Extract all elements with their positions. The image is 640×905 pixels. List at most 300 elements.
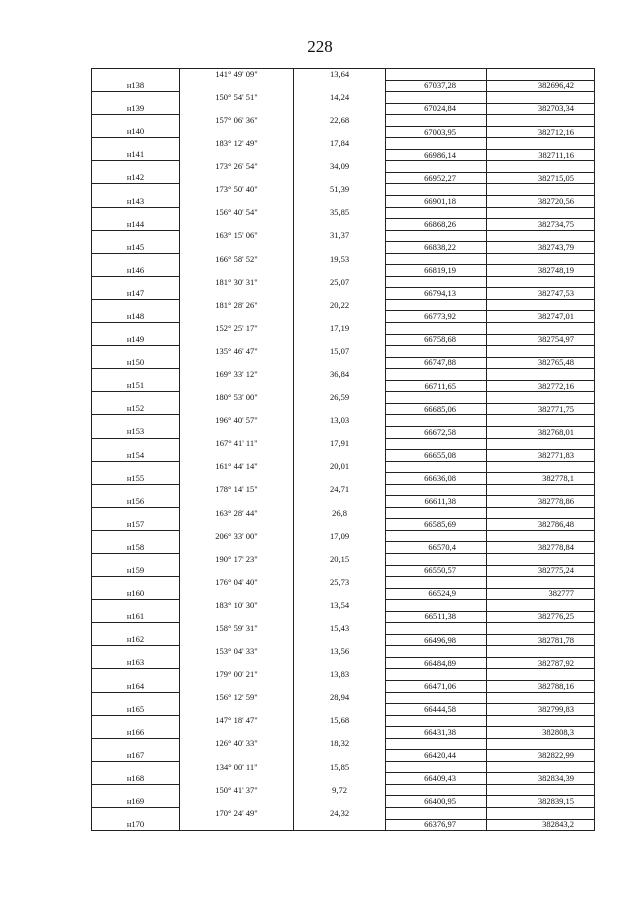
y-coordinate-cell: 382768,01	[487, 426, 595, 438]
side-length-cell: 15,07	[294, 346, 386, 358]
direction-angle-cell-empty	[180, 519, 294, 531]
y-coordinate-cell: 382787,92	[487, 657, 595, 669]
direction-angle-cell: 181° 28' 26"	[180, 299, 294, 311]
direction-angle-cell: 153° 04' 33"	[180, 646, 294, 658]
direction-angle-cell: 163° 15' 06"	[180, 230, 294, 242]
table-row-point	[92, 219, 595, 231]
table-row-point	[92, 311, 595, 323]
y-coordinate-cell-empty	[487, 276, 595, 288]
direction-angle-cell-empty	[180, 288, 294, 300]
table-row-point	[92, 519, 595, 531]
side-length-cell: 20,22	[294, 299, 386, 311]
x-coordinate-cell-empty	[386, 346, 487, 358]
direction-angle-cell: 180° 53' 00"	[180, 392, 294, 404]
x-coordinate-cell-empty	[386, 161, 487, 173]
table-row-point	[92, 149, 595, 161]
direction-angle-cell: 170° 24' 49"	[180, 808, 294, 820]
side-length-cell: 14,24	[294, 92, 386, 104]
y-coordinate-cell-empty	[487, 761, 595, 773]
table-row-side	[92, 484, 595, 496]
x-coordinate-cell-empty	[386, 299, 487, 311]
x-coordinate-cell: 67003,95	[386, 126, 487, 138]
table-row-point	[92, 634, 595, 646]
point-name-cell: н151	[92, 380, 180, 392]
x-coordinate-cell-empty	[386, 230, 487, 242]
side-length-cell-empty	[294, 288, 386, 300]
x-coordinate-cell: 66758,68	[386, 334, 487, 346]
direction-angle-cell-empty	[180, 311, 294, 323]
direction-angle-cell: 169° 33' 12"	[180, 369, 294, 381]
x-coordinate-cell-empty	[386, 276, 487, 288]
side-length-cell-empty	[294, 80, 386, 92]
point-cell-empty	[92, 738, 180, 750]
x-coordinate-cell: 66420,44	[386, 750, 487, 762]
direction-angle-cell-empty	[180, 196, 294, 208]
y-coordinate-cell: 382703,34	[487, 103, 595, 115]
side-length-cell: 31,37	[294, 230, 386, 242]
direction-angle-cell: 141° 49' 09"	[180, 69, 294, 81]
direction-angle-cell-empty	[180, 750, 294, 762]
direction-angle-cell-empty	[180, 126, 294, 138]
y-coordinate-cell: 382777	[487, 588, 595, 600]
point-name-cell: н169	[92, 796, 180, 808]
x-coordinate-cell: 66570,4	[386, 542, 487, 554]
x-coordinate-cell: 66484,89	[386, 657, 487, 669]
direction-angle-cell: 150° 54' 51"	[180, 92, 294, 104]
direction-angle-cell: 181° 30' 31"	[180, 276, 294, 288]
table-row-point	[92, 819, 595, 831]
y-coordinate-cell: 382711,16	[487, 149, 595, 161]
x-coordinate-cell: 66400,95	[386, 796, 487, 808]
point-cell-empty	[92, 392, 180, 404]
y-coordinate-cell: 382715,05	[487, 172, 595, 184]
y-coordinate-cell-empty	[487, 484, 595, 496]
direction-angle-cell-empty	[180, 473, 294, 485]
side-length-cell-empty	[294, 149, 386, 161]
side-length-cell: 9,72	[294, 784, 386, 796]
x-coordinate-cell: 66952,27	[386, 172, 487, 184]
table-row-side	[92, 184, 595, 196]
table-row-point	[92, 565, 595, 577]
table-row-side	[92, 138, 595, 150]
direction-angle-cell-empty	[180, 542, 294, 554]
point-name-cell: н141	[92, 149, 180, 161]
point-cell-empty	[92, 299, 180, 311]
table-row-point	[92, 588, 595, 600]
table-row-point	[92, 334, 595, 346]
x-coordinate-cell: 66747,88	[386, 357, 487, 369]
y-coordinate-cell: 382771,75	[487, 403, 595, 415]
table-row-side	[92, 369, 595, 381]
direction-angle-cell: 161° 44' 14"	[180, 461, 294, 473]
x-coordinate-cell-empty	[386, 484, 487, 496]
direction-angle-cell-empty	[180, 103, 294, 115]
point-name-cell: н159	[92, 565, 180, 577]
y-coordinate-cell-empty	[487, 415, 595, 427]
table-row-point	[92, 773, 595, 785]
point-name-cell: н139	[92, 103, 180, 115]
point-name-cell: н155	[92, 473, 180, 485]
direction-angle-cell-empty	[180, 172, 294, 184]
x-coordinate-cell-empty	[386, 138, 487, 150]
table-row-side	[92, 600, 595, 612]
x-coordinate-cell-empty	[386, 808, 487, 820]
point-name-cell: н148	[92, 311, 180, 323]
x-coordinate-cell-empty	[386, 369, 487, 381]
y-coordinate-cell-empty	[487, 346, 595, 358]
point-cell-empty	[92, 461, 180, 473]
side-length-cell: 13,54	[294, 600, 386, 612]
direction-angle-cell-empty	[180, 657, 294, 669]
x-coordinate-cell-empty	[386, 761, 487, 773]
y-coordinate-cell-empty	[487, 92, 595, 104]
x-coordinate-cell: 66901,18	[386, 196, 487, 208]
y-coordinate-cell-empty	[487, 230, 595, 242]
table-row-side	[92, 415, 595, 427]
table-row-point	[92, 103, 595, 115]
direction-angle-cell: 166° 58' 52"	[180, 253, 294, 265]
direction-angle-cell: 163° 28' 44"	[180, 507, 294, 519]
x-coordinate-cell: 66431,38	[386, 727, 487, 739]
point-cell-empty	[92, 115, 180, 127]
table-row-side	[92, 207, 595, 219]
table-row-side	[92, 784, 595, 796]
table-row-side	[92, 808, 595, 820]
table-row-side	[92, 161, 595, 173]
table-row-side	[92, 738, 595, 750]
side-length-cell-empty	[294, 426, 386, 438]
x-coordinate-cell: 66773,92	[386, 311, 487, 323]
point-cell-empty	[92, 138, 180, 150]
point-cell-empty	[92, 323, 180, 335]
table-row-point	[92, 80, 595, 92]
side-length-cell-empty	[294, 588, 386, 600]
point-name-cell: н147	[92, 288, 180, 300]
point-cell-empty	[92, 415, 180, 427]
direction-angle-cell-empty	[180, 265, 294, 277]
direction-angle-cell-empty	[180, 680, 294, 692]
point-cell-empty	[92, 623, 180, 635]
point-name-cell: н152	[92, 403, 180, 415]
direction-angle-cell-empty	[180, 334, 294, 346]
side-length-cell-empty	[294, 680, 386, 692]
side-length-cell: 28,94	[294, 692, 386, 704]
y-coordinate-cell: 382799,83	[487, 704, 595, 716]
direction-angle-cell: 158° 59' 31"	[180, 623, 294, 635]
x-coordinate-cell-empty	[386, 69, 487, 81]
x-coordinate-cell-empty	[386, 415, 487, 427]
x-coordinate-cell-empty	[386, 184, 487, 196]
side-length-cell-empty	[294, 819, 386, 831]
x-coordinate-cell-empty	[386, 553, 487, 565]
point-cell-empty	[92, 253, 180, 265]
side-length-cell-empty	[294, 634, 386, 646]
point-name-cell: н161	[92, 611, 180, 623]
table-row-side	[92, 323, 595, 335]
side-length-cell: 13,03	[294, 415, 386, 427]
table-row-point	[92, 403, 595, 415]
direction-angle-cell-empty	[180, 403, 294, 415]
point-cell-empty	[92, 808, 180, 820]
table-row-point	[92, 727, 595, 739]
point-name-cell: н166	[92, 727, 180, 739]
side-length-cell: 34,09	[294, 161, 386, 173]
x-coordinate-cell-empty	[386, 600, 487, 612]
y-coordinate-cell: 382765,48	[487, 357, 595, 369]
y-coordinate-cell: 382776,25	[487, 611, 595, 623]
y-coordinate-cell: 382808,3	[487, 727, 595, 739]
y-coordinate-cell: 382772,16	[487, 380, 595, 392]
y-coordinate-cell: 382786,48	[487, 519, 595, 531]
direction-angle-cell: 179° 00' 21"	[180, 669, 294, 681]
point-cell-empty	[92, 669, 180, 681]
table-row-side	[92, 299, 595, 311]
point-cell-empty	[92, 577, 180, 589]
side-length-cell-empty	[294, 657, 386, 669]
table-row-point	[92, 496, 595, 508]
side-length-cell: 36,84	[294, 369, 386, 381]
direction-angle-cell-empty	[180, 426, 294, 438]
point-name-cell: н156	[92, 496, 180, 508]
side-length-cell: 17,84	[294, 138, 386, 150]
x-coordinate-cell-empty	[386, 92, 487, 104]
direction-angle-cell-empty	[180, 796, 294, 808]
x-coordinate-cell: 66986,14	[386, 149, 487, 161]
side-length-cell: 19,53	[294, 253, 386, 265]
direction-angle-cell: 206° 33' 00"	[180, 530, 294, 542]
table-row-side	[92, 461, 595, 473]
y-coordinate-cell: 382775,24	[487, 565, 595, 577]
direction-angle-cell: 157° 06' 36"	[180, 115, 294, 127]
y-coordinate-cell-empty	[487, 161, 595, 173]
table-row-point	[92, 288, 595, 300]
table-row-point	[92, 680, 595, 692]
point-cell-empty	[92, 530, 180, 542]
x-coordinate-cell-empty	[386, 577, 487, 589]
table-row-point	[92, 426, 595, 438]
side-length-cell: 20,15	[294, 553, 386, 565]
y-coordinate-cell: 382778,1	[487, 473, 595, 485]
x-coordinate-cell: 66524,9	[386, 588, 487, 600]
table-row-side	[92, 69, 595, 81]
x-coordinate-cell: 66711,65	[386, 380, 487, 392]
x-coordinate-cell-empty	[386, 669, 487, 681]
y-coordinate-cell-empty	[487, 69, 595, 81]
y-coordinate-cell: 382734,75	[487, 219, 595, 231]
y-coordinate-cell: 382771,83	[487, 450, 595, 462]
point-name-cell: н138	[92, 80, 180, 92]
side-length-cell: 25,73	[294, 577, 386, 589]
y-coordinate-cell-empty	[487, 808, 595, 820]
x-coordinate-cell-empty	[386, 207, 487, 219]
point-name-cell: н162	[92, 634, 180, 646]
table-row-side	[92, 761, 595, 773]
y-coordinate-cell-empty	[487, 600, 595, 612]
side-length-cell-empty	[294, 450, 386, 462]
coordinates-table	[91, 68, 595, 831]
direction-angle-cell: 196° 40' 57"	[180, 415, 294, 427]
point-cell-empty	[92, 369, 180, 381]
y-coordinate-cell-empty	[487, 207, 595, 219]
side-length-cell-empty	[294, 727, 386, 739]
point-name-cell: н164	[92, 680, 180, 692]
side-length-cell: 24,32	[294, 808, 386, 820]
x-coordinate-cell-empty	[386, 692, 487, 704]
direction-angle-cell-empty	[180, 80, 294, 92]
point-name-cell: н145	[92, 242, 180, 254]
direction-angle-cell-empty	[180, 565, 294, 577]
direction-angle-cell: 176° 04' 40"	[180, 577, 294, 589]
table-row-side	[92, 646, 595, 658]
y-coordinate-cell-empty	[487, 715, 595, 727]
y-coordinate-cell-empty	[487, 784, 595, 796]
direction-angle-cell: 178° 14' 15"	[180, 484, 294, 496]
direction-angle-cell: 156° 12' 59"	[180, 692, 294, 704]
x-coordinate-cell-empty	[386, 623, 487, 635]
y-coordinate-cell-empty	[487, 646, 595, 658]
direction-angle-cell: 190° 17' 23"	[180, 553, 294, 565]
side-length-cell-empty	[294, 565, 386, 577]
x-coordinate-cell: 66868,26	[386, 219, 487, 231]
point-name-cell: н160	[92, 588, 180, 600]
direction-angle-cell: 167° 41' 11"	[180, 438, 294, 450]
x-coordinate-cell: 66672,58	[386, 426, 487, 438]
x-coordinate-cell-empty	[386, 715, 487, 727]
y-coordinate-cell-empty	[487, 461, 595, 473]
table-row-point	[92, 611, 595, 623]
direction-angle-cell-empty	[180, 773, 294, 785]
point-name-cell: н167	[92, 750, 180, 762]
point-cell-empty	[92, 784, 180, 796]
side-length-cell-empty	[294, 219, 386, 231]
direction-angle-cell-empty	[180, 380, 294, 392]
x-coordinate-cell: 66550,57	[386, 565, 487, 577]
x-coordinate-cell: 66471,06	[386, 680, 487, 692]
table-row-point	[92, 750, 595, 762]
table-row-point	[92, 196, 595, 208]
y-coordinate-cell-empty	[487, 253, 595, 265]
table-row-side	[92, 623, 595, 635]
x-coordinate-cell: 67037,28	[386, 80, 487, 92]
side-length-cell-empty	[294, 473, 386, 485]
side-length-cell-empty	[294, 403, 386, 415]
x-coordinate-cell-empty	[386, 461, 487, 473]
table-row-point	[92, 172, 595, 184]
table-row-point	[92, 126, 595, 138]
x-coordinate-cell-empty	[386, 646, 487, 658]
point-name-cell: н150	[92, 357, 180, 369]
table-row-side	[92, 392, 595, 404]
x-coordinate-cell-empty	[386, 392, 487, 404]
point-cell-empty	[92, 184, 180, 196]
point-cell-empty	[92, 346, 180, 358]
side-length-cell: 51,39	[294, 184, 386, 196]
side-length-cell: 15,68	[294, 715, 386, 727]
direction-angle-cell-empty	[180, 588, 294, 600]
direction-angle-cell-empty	[180, 242, 294, 254]
table-row-side	[92, 577, 595, 589]
direction-angle-cell: 183° 12' 49"	[180, 138, 294, 150]
direction-angle-cell-empty	[180, 149, 294, 161]
point-cell-empty	[92, 507, 180, 519]
x-coordinate-cell: 66794,13	[386, 288, 487, 300]
side-length-cell-empty	[294, 496, 386, 508]
y-coordinate-cell-empty	[487, 507, 595, 519]
side-length-cell-empty	[294, 126, 386, 138]
x-coordinate-cell: 66376,97	[386, 819, 487, 831]
point-name-cell: н154	[92, 450, 180, 462]
x-coordinate-cell-empty	[386, 530, 487, 542]
table-row-point	[92, 380, 595, 392]
side-length-cell-empty	[294, 103, 386, 115]
y-coordinate-cell-empty	[487, 392, 595, 404]
y-coordinate-cell-empty	[487, 369, 595, 381]
x-coordinate-cell: 66655,08	[386, 450, 487, 462]
table-row-side	[92, 230, 595, 242]
direction-angle-cell: 173° 50' 40"	[180, 184, 294, 196]
table-row-point	[92, 357, 595, 369]
point-cell-empty	[92, 438, 180, 450]
direction-angle-cell-empty	[180, 450, 294, 462]
y-coordinate-cell: 382781,78	[487, 634, 595, 646]
direction-angle-cell: 173° 26' 54"	[180, 161, 294, 173]
point-name-cell: н144	[92, 219, 180, 231]
y-coordinate-cell: 382843,2	[487, 819, 595, 831]
side-length-cell: 13,64	[294, 69, 386, 81]
side-length-cell: 25,07	[294, 276, 386, 288]
point-cell-empty	[92, 69, 180, 81]
side-length-cell-empty	[294, 311, 386, 323]
table-row-side	[92, 438, 595, 450]
coordinates-table-body	[92, 69, 595, 831]
y-coordinate-cell: 382778,84	[487, 542, 595, 554]
table-row-point	[92, 796, 595, 808]
point-cell-empty	[92, 600, 180, 612]
x-coordinate-cell: 66496,98	[386, 634, 487, 646]
point-name-cell: н163	[92, 657, 180, 669]
side-length-cell-empty	[294, 172, 386, 184]
side-length-cell: 20,01	[294, 461, 386, 473]
y-coordinate-cell: 382839,15	[487, 796, 595, 808]
table-row-point	[92, 265, 595, 277]
point-name-cell: н153	[92, 426, 180, 438]
y-coordinate-cell: 382743,79	[487, 242, 595, 254]
point-cell-empty	[92, 553, 180, 565]
side-length-cell: 26,59	[294, 392, 386, 404]
x-coordinate-cell: 66819,19	[386, 265, 487, 277]
point-name-cell: н168	[92, 773, 180, 785]
direction-angle-cell-empty	[180, 704, 294, 716]
x-coordinate-cell-empty	[386, 784, 487, 796]
direction-angle-cell-empty	[180, 496, 294, 508]
point-cell-empty	[92, 761, 180, 773]
side-length-cell-empty	[294, 334, 386, 346]
table-row-point	[92, 657, 595, 669]
x-coordinate-cell: 66611,38	[386, 496, 487, 508]
direction-angle-cell: 183° 10' 30"	[180, 600, 294, 612]
x-coordinate-cell-empty	[386, 253, 487, 265]
side-length-cell: 15,85	[294, 761, 386, 773]
side-length-cell-empty	[294, 611, 386, 623]
point-name-cell: н146	[92, 265, 180, 277]
table-row-side	[92, 530, 595, 542]
side-length-cell: 13,56	[294, 646, 386, 658]
point-cell-empty	[92, 715, 180, 727]
point-name-cell: н165	[92, 704, 180, 716]
table-row-side	[92, 715, 595, 727]
direction-angle-cell: 150° 41' 37"	[180, 784, 294, 796]
point-name-cell: н149	[92, 334, 180, 346]
